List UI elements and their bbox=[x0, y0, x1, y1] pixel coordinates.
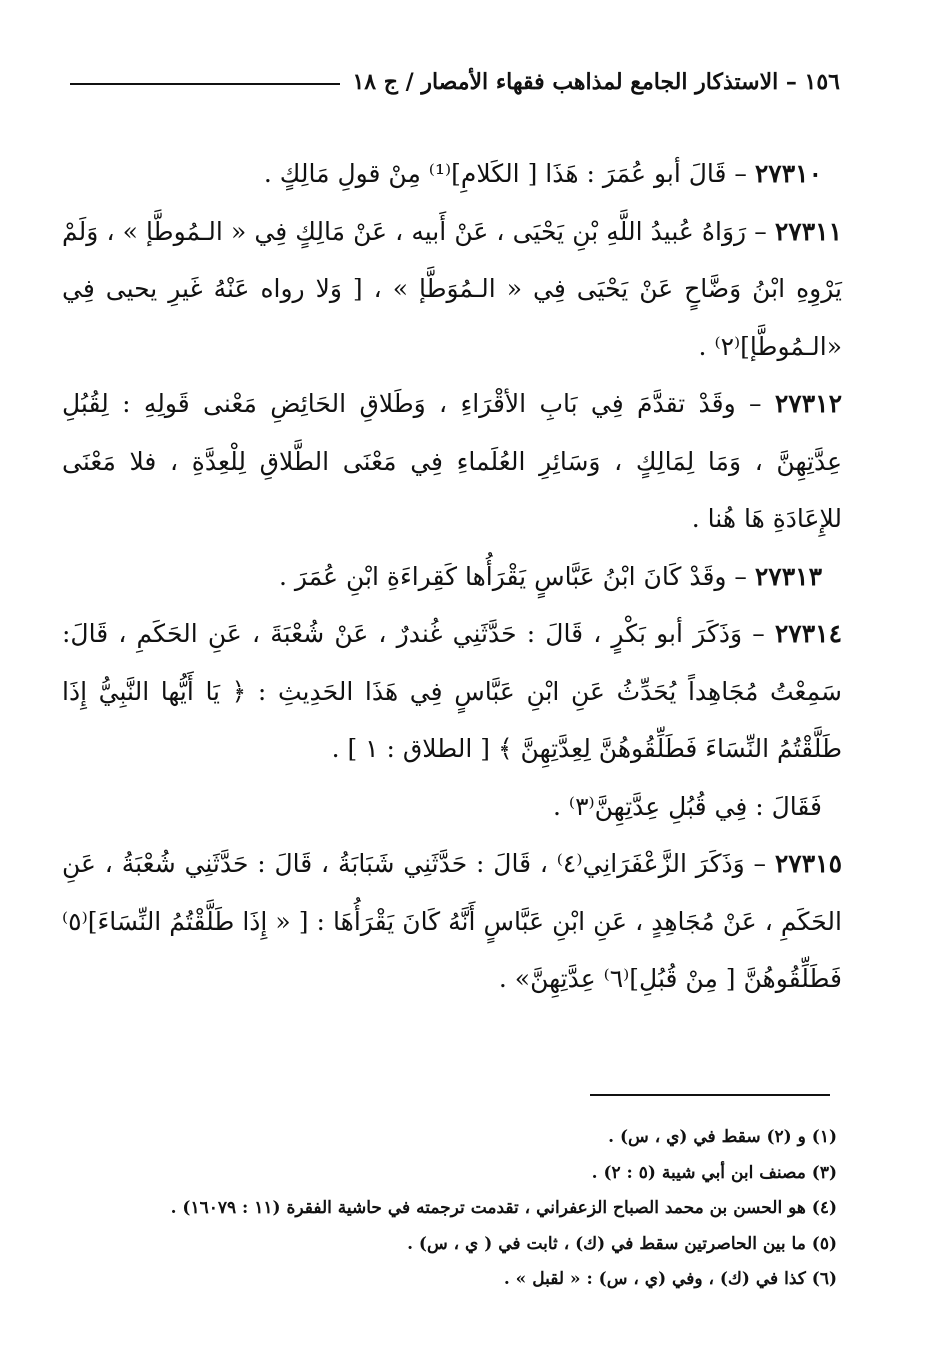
paragraph-number: ٢٧٣١٤ bbox=[774, 619, 842, 648]
paragraph-text: فَقَالَ : فِي قُبُلِ عِدَّتِهِنَّ⁽٣⁾ . bbox=[553, 791, 822, 821]
paragraph-27311 bbox=[62, 203, 842, 376]
paragraph-27314 bbox=[62, 605, 842, 778]
paragraph-27315 bbox=[62, 835, 842, 1008]
paragraph-number: ٢٧٣١٠ bbox=[754, 159, 822, 188]
paragraph-text: – وقَدْ كَانَ ابْنُ عَبَّاسٍ يَقْرَأُها كَقِراءَةِ ابْنِ عُمَرَ . bbox=[279, 561, 755, 591]
paragraph-text: – رَوَاهُ عُبيدُ اللَّهِ بْنِ يَحْيَى ، عَنْ أَبيه ، عَنْ مَالِكٍ فِي « الـمُوطَّإ » ، وَلَمْ يَرْوِهِ ابْنُ وَضَّاحٍ عَنْ يَحْيَى فِي « الـمُوَطَّإ » ، [ وَلا رواه عَنْهُ غَيرِ يحيى فِي «الـمُوطَّإ]⁽٢⁾ . bbox=[62, 216, 842, 361]
paragraph-text: – قَالَ أبو عُمَرَ : هَذَا [ الكَلامِ]⁽¹⁾ مِنْ قولِ مَالِكٍ . bbox=[263, 159, 755, 188]
footnote-1-2: (١) و (٢) سقط في (ي ، س) . bbox=[608, 1127, 837, 1147]
paragraph-number: ٢٧٣١١ bbox=[774, 216, 842, 246]
header-rule bbox=[70, 83, 340, 85]
footnote-3: (٣) مصنف ابن أبي شيبة (٥ : ٢) . bbox=[591, 1162, 837, 1183]
paragraph-27312 bbox=[62, 375, 842, 548]
paragraph-27310 bbox=[62, 145, 842, 203]
footnote-separator bbox=[590, 1094, 830, 1096]
paragraph-continuation bbox=[62, 778, 842, 836]
page-header bbox=[70, 62, 840, 102]
paragraph-number: ٢٧٣١٥ bbox=[774, 849, 842, 878]
footnotes bbox=[62, 1120, 837, 1298]
footnote-5: (٥) ما بين الحاصرتين سقط في (ك) ، ثابت في ( ي ، س) . bbox=[407, 1233, 837, 1254]
footnote-4: (٤) هو الحسن بن محمد الصباح الزعفراني ، تقدمت ترجمته في حاشية الفقرة (١١ : ١٦٠٧٩) . bbox=[170, 1198, 837, 1218]
footnote-6: (٦) كذا في (ك) ، وفي (ي ، س) : « لقبل » . bbox=[503, 1269, 837, 1289]
paragraph-number: ٢٧٣١٣ bbox=[754, 561, 822, 591]
paragraph-27313 bbox=[62, 548, 842, 606]
paragraph-text: – وقَدْ تقدَّمَ فِي بَابِ الأقْرَاءِ ، وَطَلاقِ الحَائِضِ مَعْنى قَولِهِ : لِقُبُلِ عِدَّتِهِنَّ ، وَمَا لِمَالِكٍ ، وَسَائِرِ العُلَماءِ فِي مَعْنَى الطَّلاقِ لِلْعِدَّةِ ، فلا مَعْنَى للإِعَادَةِ هَا هُنا . bbox=[62, 389, 842, 533]
main-text bbox=[62, 145, 842, 1008]
paragraph-number: ٢٧٣١٢ bbox=[774, 389, 842, 418]
paragraph-text: – وَذَكَرَ أبو بَكْرٍ ، قَالَ : حَدَّثَنِي غُندرٌ ، عَنْ شُعْبَةَ ، عَنِ الحَكَمِ ، قَالَ: سَمِعْتُ مُجَاهِداً يُحَدِّثُ عَنِ ابْنِ عَبَّاسٍ فِي هَذَا الحَدِيثِ : ﴿ يَا أَيُّها النَّبِيُّ إِذَا طَلَّقْتُمُ النِّسَاءَ فَطَلِّقُوهُنَّ لِعِدَّتِهِنَّ ﴾ [ الطلاق : ١ ] . bbox=[62, 619, 842, 763]
paragraph-text: – وَذَكَرَ الزَّعْفَرَانِي⁽٤⁾ ، قَالَ : حَدَّثَنِي شَبَابَةُ ، قَالَ : حَدَّثَنِي شُعْبَةُ ، عَنِ الحَكَمِ ، عَنْ مُجَاهِدٍ ، عَنِ ابْنِ عَبَّاسٍ أَنَّهُ كَانَ يَقْرَأُهَا : [ « إِذَا طَلَّقْتُمُ النِّسَاءَ]⁽٥⁾ فَطَلِّقُوهُنَّ [ مِنْ قُبُلِ]⁽٦⁾ عِدَّتِهِنَّ» . bbox=[62, 849, 842, 993]
running-head: ١٥٦ – الاستذكار الجامع لمذاهب فقهاء الأمصار / ج ١٨ bbox=[352, 69, 840, 95]
